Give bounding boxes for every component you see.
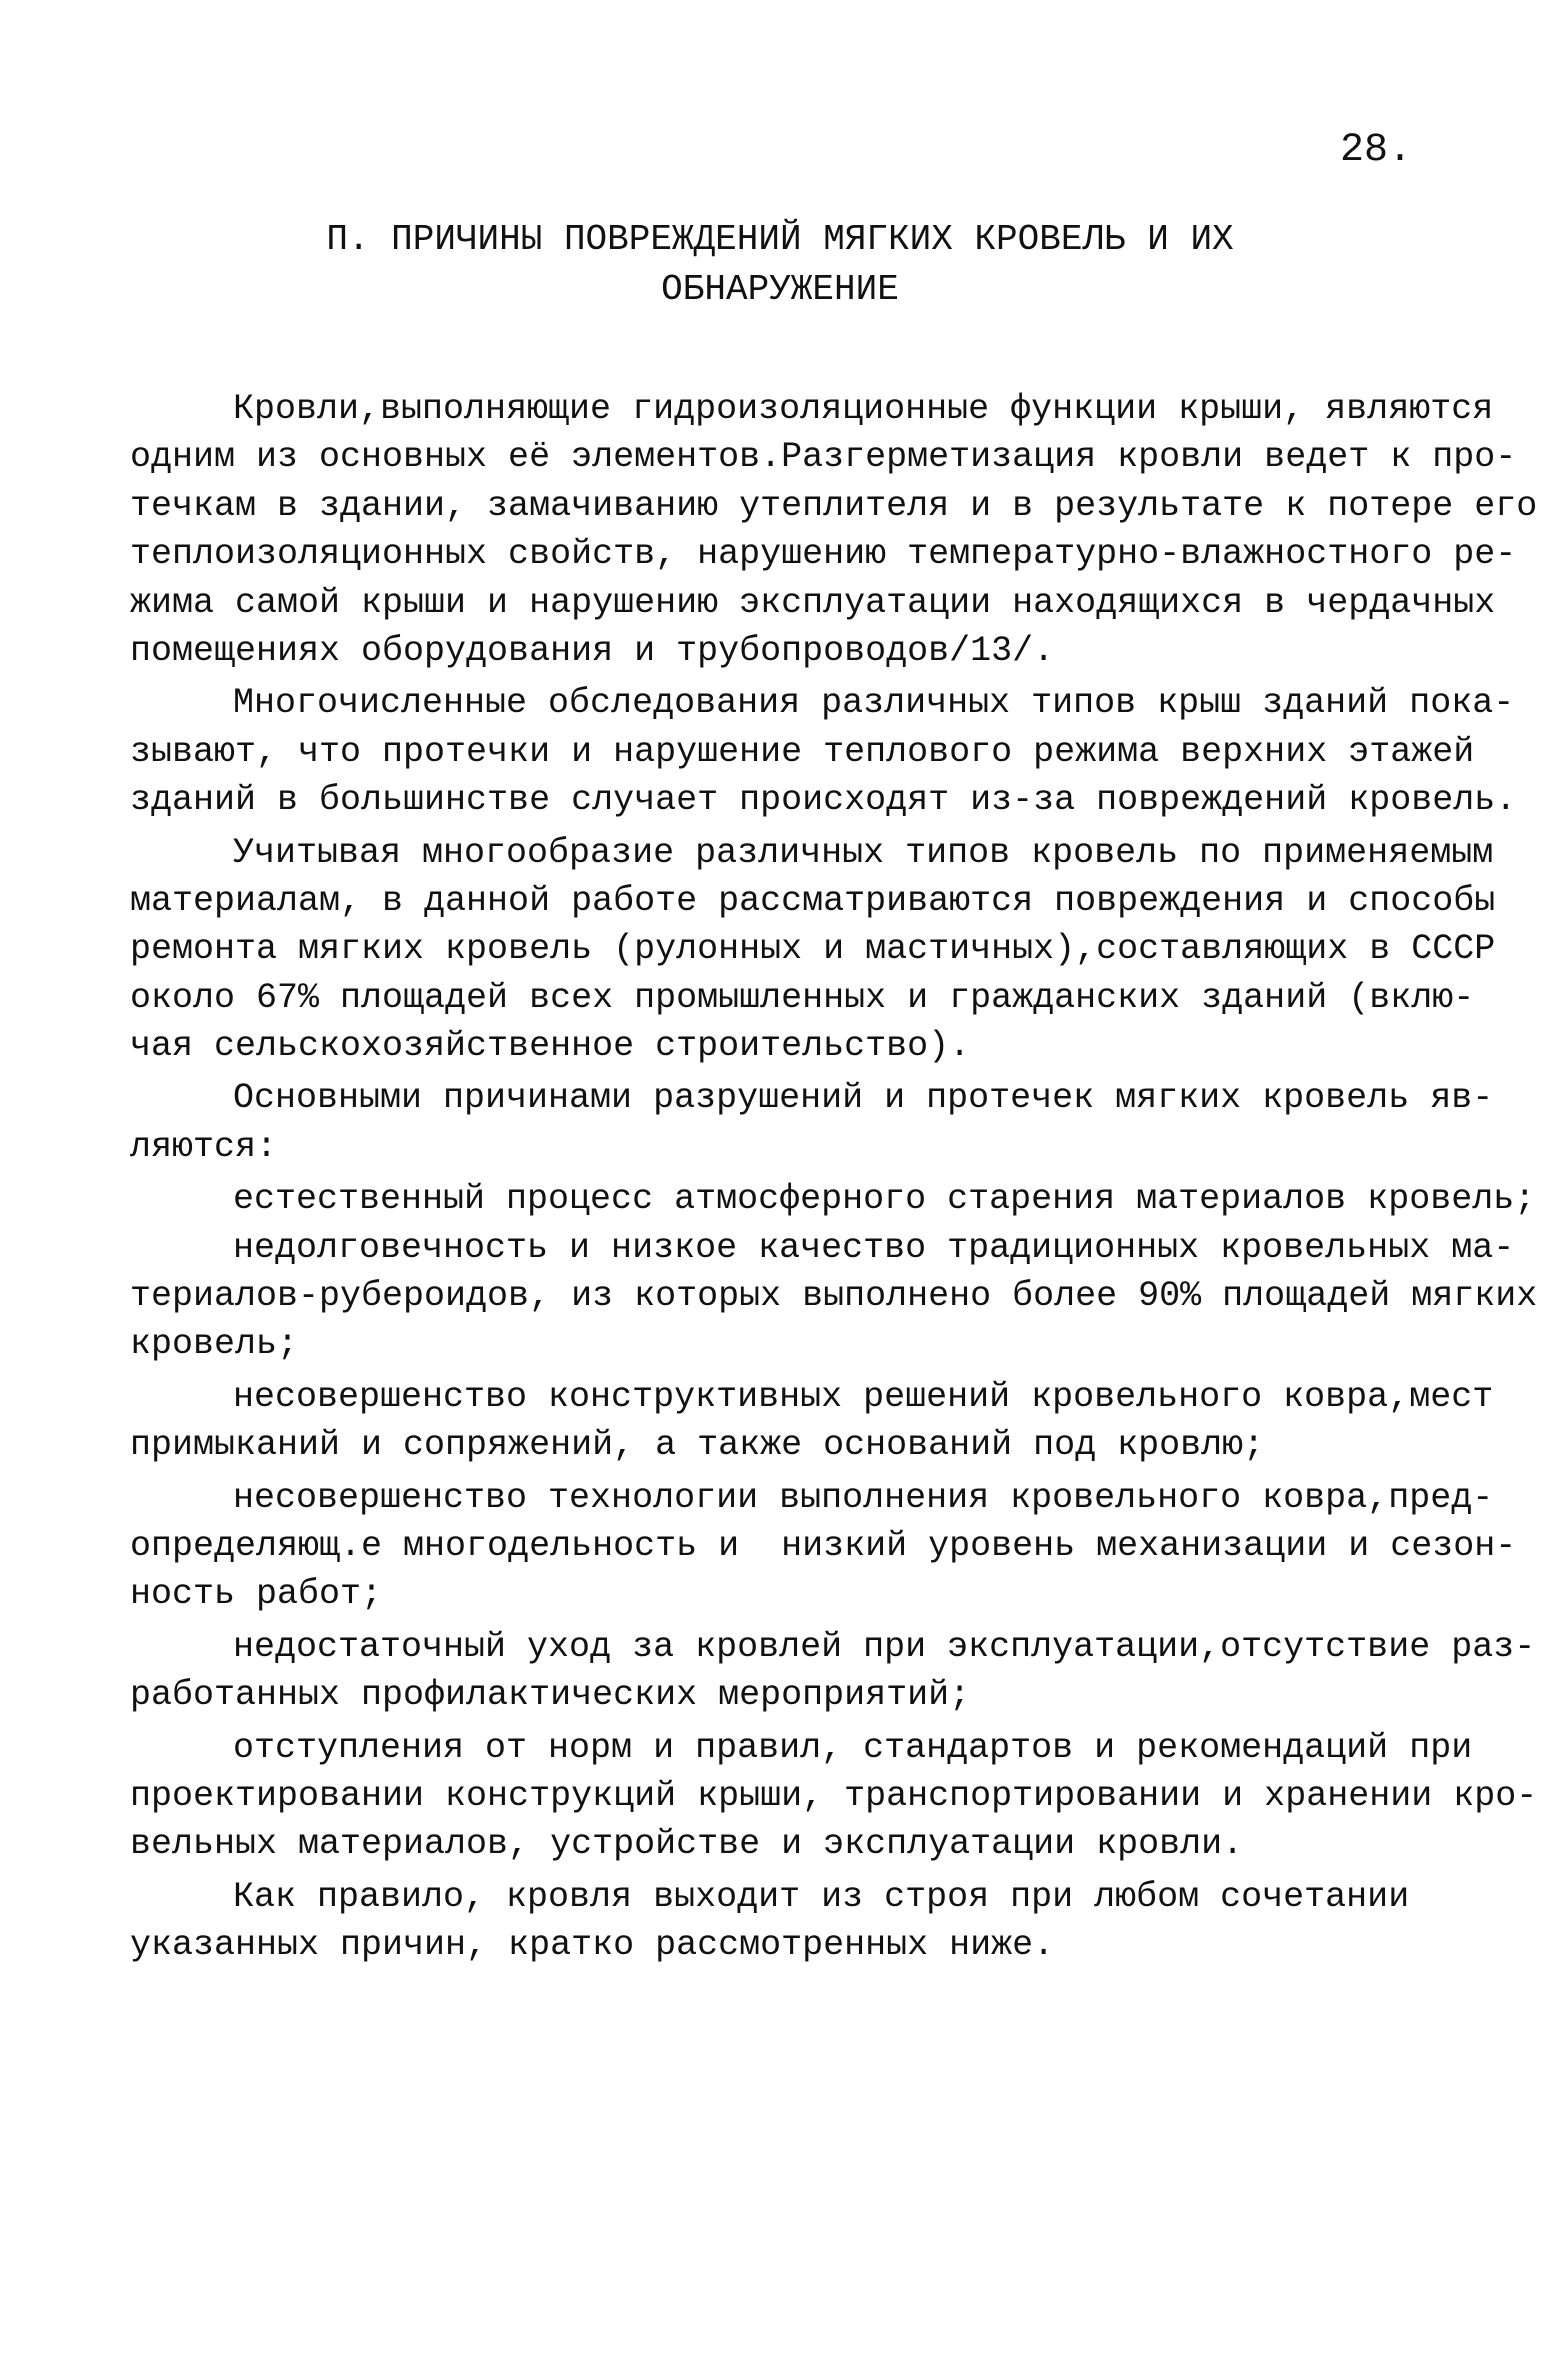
text-line: материалам, в данной работе рассматриваются повреждения и способы [130,880,1496,921]
text-line: несовершенство конструктивных решений кровельного ковра,мест [233,1376,1494,1417]
page-number: 28. [1340,128,1413,173]
text-line: чая сельскохозяйственное строительство). [130,1026,971,1067]
text-line: Как правило, кровля выходит из строя при любом сочетании [233,1876,1410,1917]
text-line: жима самой крыши и нарушению эксплуатации находящихся в чердачных [130,582,1496,623]
text-line: около 67% площадей всех промышленных и гражданских зданий (вклю- [130,977,1475,1018]
body-text [130,385,1538,1970]
text-line: териалов-рубероидов, из которых выполнено более 90% площадей мягких [130,1276,1538,1317]
text-line: примыканий и сопряжений, а также оснований под кровлю; [130,1425,1265,1466]
text-line: Кровли,выполняющие гидроизоляционные функции крыши, являются [233,389,1494,429]
text-line: зывают, что протечки и нарушение теплового режима верхних этажей [130,731,1475,772]
text-line: одним из основных её элементов.Разгерметизация кровли ведет к про- [130,437,1517,478]
text-line: Многочисленные обследования различных типов крыш зданий пока- [233,683,1515,724]
text-line: Учитывая многообразие различных типов кровель по применяемым [233,832,1494,873]
text-line: ремонта мягких кровель (рулонных и мастичных),составляющих в СССР [130,929,1496,970]
text-line: отступления от норм и правил, стандартов и рекомендаций при [233,1727,1473,1768]
text-line: недостаточный уход за кровлей при эксплуатации,отсутствие раз- [233,1626,1536,1667]
text-line: проектировании конструкций крыши, транспортировании и хранении кро- [130,1775,1538,1816]
text-line: указанных причин, кратко рассмотренных ниже. [130,1925,1055,1966]
text-line: определяющ.е многодельность и низкий уровень механизации и сезон- [130,1525,1517,1566]
section-heading [200,215,1360,315]
text-line: ляются: [130,1126,278,1167]
text-line: теплоизоляционных свойств, нарушению температурно-влажностного ре- [130,534,1517,575]
text-line: помещениях оборудования и трубопроводов/13/. [130,630,1055,671]
text-line: работанных профилактических мероприятий; [130,1675,971,1716]
text-line: ность работ; [130,1574,383,1615]
text-line: кровель; [130,1324,299,1365]
text-line: недолговечность и низкое качество традиционных кровельных ма- [233,1227,1515,1268]
text-line: зданий в большинстве случает происходят из-за повреждений кровель. [130,780,1517,821]
text-line: вельных материалов, устройстве и эксплуатации кровли. [130,1824,1244,1865]
heading-line-1: П. ПРИЧИНЫ ПОВРЕЖДЕНИЙ МЯГКИХ КРОВЕЛЬ И ИХ [326,219,1234,260]
text-line: Основными причинами разрушений и протечек мягких кровель яв- [233,1078,1494,1119]
text-line: течкам в здании, замачиванию утеплителя и в результате к потере его [130,485,1538,526]
text-line: естественный процесс атмосферного старения материалов кровель; [233,1179,1536,1220]
heading-line-2: ОБНАРУЖЕНИЕ [661,269,899,310]
text-line: несовершенство технологии выполнения кровельного ковра,пред- [233,1477,1494,1518]
